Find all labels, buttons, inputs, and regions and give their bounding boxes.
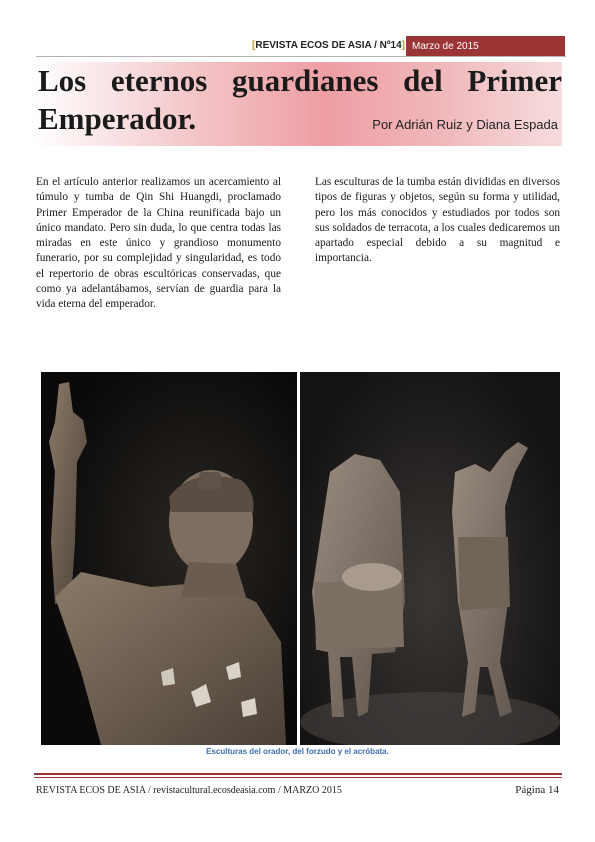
body-column-left: En el artículo anterior realizamos un acercamiento al túmulo y tumba de Qin Shi Huangdi, proclamado Primer Emperador de la China reunificada bajo un único mandato. Pero sin duda, lo que centra todas las miradas en este único y grandioso monumento funerario, por su complejidad y singularidad, es todo el repertorio de obras escultóricas conservadas, que como ya adelantábamos, servían de guardia para la vida eterna del emperador. [36, 176, 281, 311]
body-column-right: Las esculturas de la tumba están divididas en diversos tipos de figuras y objetos, según su forma y utilidad, pero los más conocidos y estudiados por todos son sus soldados de terracota, a los cuales dedicaremos un apartado especial debido a su magnitud e importancia. [315, 176, 560, 265]
orator-sculpture-illustration [41, 372, 297, 745]
strongman-acrobat-photo [300, 372, 560, 745]
article-authors: Por Adrián Ruiz y Diana Espada [372, 117, 558, 132]
issue-label: [REVISTA ECOS DE ASIA / Nº14] [252, 40, 405, 51]
page-header [0, 36, 595, 58]
article-title: Los eternos guardianes del Primer Emperador. [38, 63, 562, 136]
title-banner [34, 62, 562, 146]
footer-publication: REVISTA ECOS DE ASIA / revistacultural.ecosdeasia.com / MARZO 2015 [36, 785, 342, 796]
footer-divider-top [34, 773, 562, 775]
figure-caption: Esculturas del orador, del forzudo y el acróbata. [206, 747, 389, 756]
issue-text: REVISTA ECOS DE ASIA / Nº14 [255, 40, 402, 51]
sculpture-figure [41, 372, 560, 745]
issue-date-badge: Marzo de 2015 [406, 36, 565, 57]
page-number: Página 14 [515, 784, 559, 796]
orator-sculpture-photo [41, 372, 297, 745]
footer-divider-bottom [34, 777, 562, 778]
strongman-acrobat-illustration [300, 372, 560, 745]
header-divider [36, 56, 566, 57]
